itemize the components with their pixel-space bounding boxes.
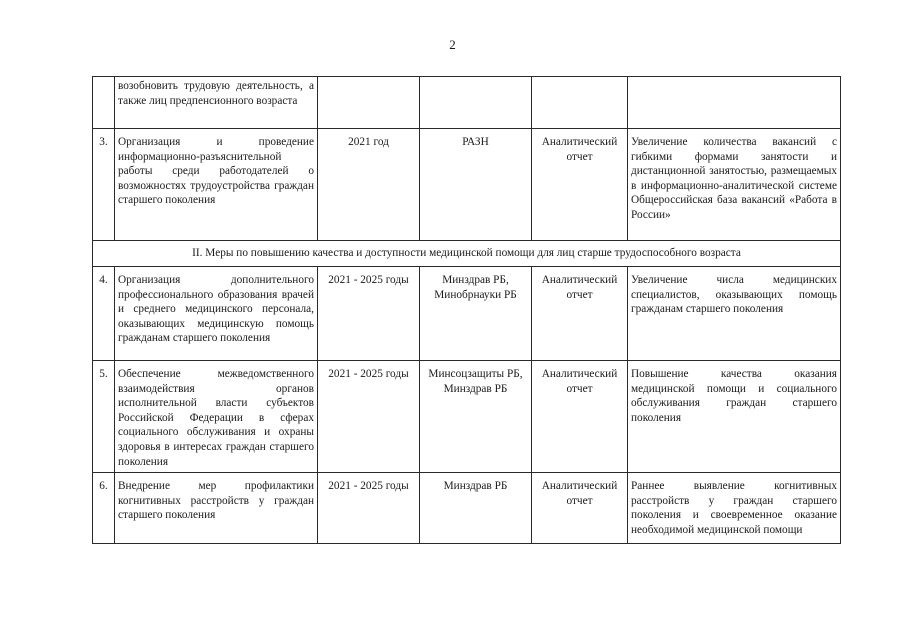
executor-cell: Минздрав РБ, Минобрнауки РБ: [420, 267, 532, 361]
deadline-cell: 2021 - 2025 годы: [318, 361, 420, 473]
result-cell: Увеличение числа медицинских специалистов, оказывающих помощь гражданам старшего поколения: [628, 267, 841, 361]
table-row: [93, 77, 841, 129]
table-row: [93, 267, 841, 361]
row-number: 5.: [93, 361, 115, 473]
executor-cell: Минсоцзащиты РБ, Минздрав РБ: [420, 361, 532, 473]
report-cell: Аналитический отчет: [532, 361, 628, 473]
report-cell: [532, 77, 628, 129]
report-cell: Аналитический отчет: [532, 267, 628, 361]
activity-cell: возобновить трудовую деятельность, а также лиц предпенсионного возраста: [115, 77, 318, 129]
deadline-cell: 2021 - 2025 годы: [318, 267, 420, 361]
row-number: [93, 77, 115, 129]
report-cell: Аналитический отчет: [532, 473, 628, 544]
table-row: [93, 129, 841, 241]
page-number: 2: [449, 37, 456, 52]
result-cell: [628, 77, 841, 129]
report-cell: Аналитический отчет: [532, 129, 628, 241]
table-row: [93, 473, 841, 544]
executor-cell: РАЗН: [420, 129, 532, 241]
row-number: 3.: [93, 129, 115, 241]
result-cell: Раннее выявление когнитивных расстройств у граждан старшего поколения и своевременное оказание необходимой медицинской помощи: [628, 473, 841, 544]
deadline-cell: [318, 77, 420, 129]
row-number: 6.: [93, 473, 115, 544]
activity-cell: Внедрение мер профилактики когнитивных расстройств у граждан старшего поколения: [115, 473, 318, 544]
result-cell: Повышение качества оказания медицинской помощи и социального обслуживания граждан старшего поколения: [628, 361, 841, 473]
deadline-cell: 2021 год: [318, 129, 420, 241]
result-cell: Увеличение количества вакансий с гибкими формами занятости и дистанционной занятостью, размещаемых в информационно-аналитической системе Общероссийская база вакансий «Работа в России»: [628, 129, 841, 241]
activity-cell: Обеспечение межведомственного взаимодействия органов исполнительной власти субъектов Российской Федерации в сферах социального обслуживания и охраны здоровья в интересах граждан старшего поколения: [115, 361, 318, 473]
section-row: [93, 241, 841, 267]
measures-table: [92, 76, 841, 544]
executor-cell: [420, 77, 532, 129]
section-heading: II. Меры по повышению качества и доступности медицинской помощи для лиц старше трудоспособного возраста: [93, 241, 841, 267]
deadline-cell: 2021 - 2025 годы: [318, 473, 420, 544]
activity-cell: Организация и проведение информационно-разъяснительной работы среди работодателей о возможностях трудоустройства граждан старшего поколения: [115, 129, 318, 241]
activity-cell: Организация дополнительного профессионального образования врачей и среднего медицинского персонала, оказывающих медицинскую помощь гражданам старшего поколения: [115, 267, 318, 361]
table-row: [93, 361, 841, 473]
executor-cell: Минздрав РБ: [420, 473, 532, 544]
row-number: 4.: [93, 267, 115, 361]
